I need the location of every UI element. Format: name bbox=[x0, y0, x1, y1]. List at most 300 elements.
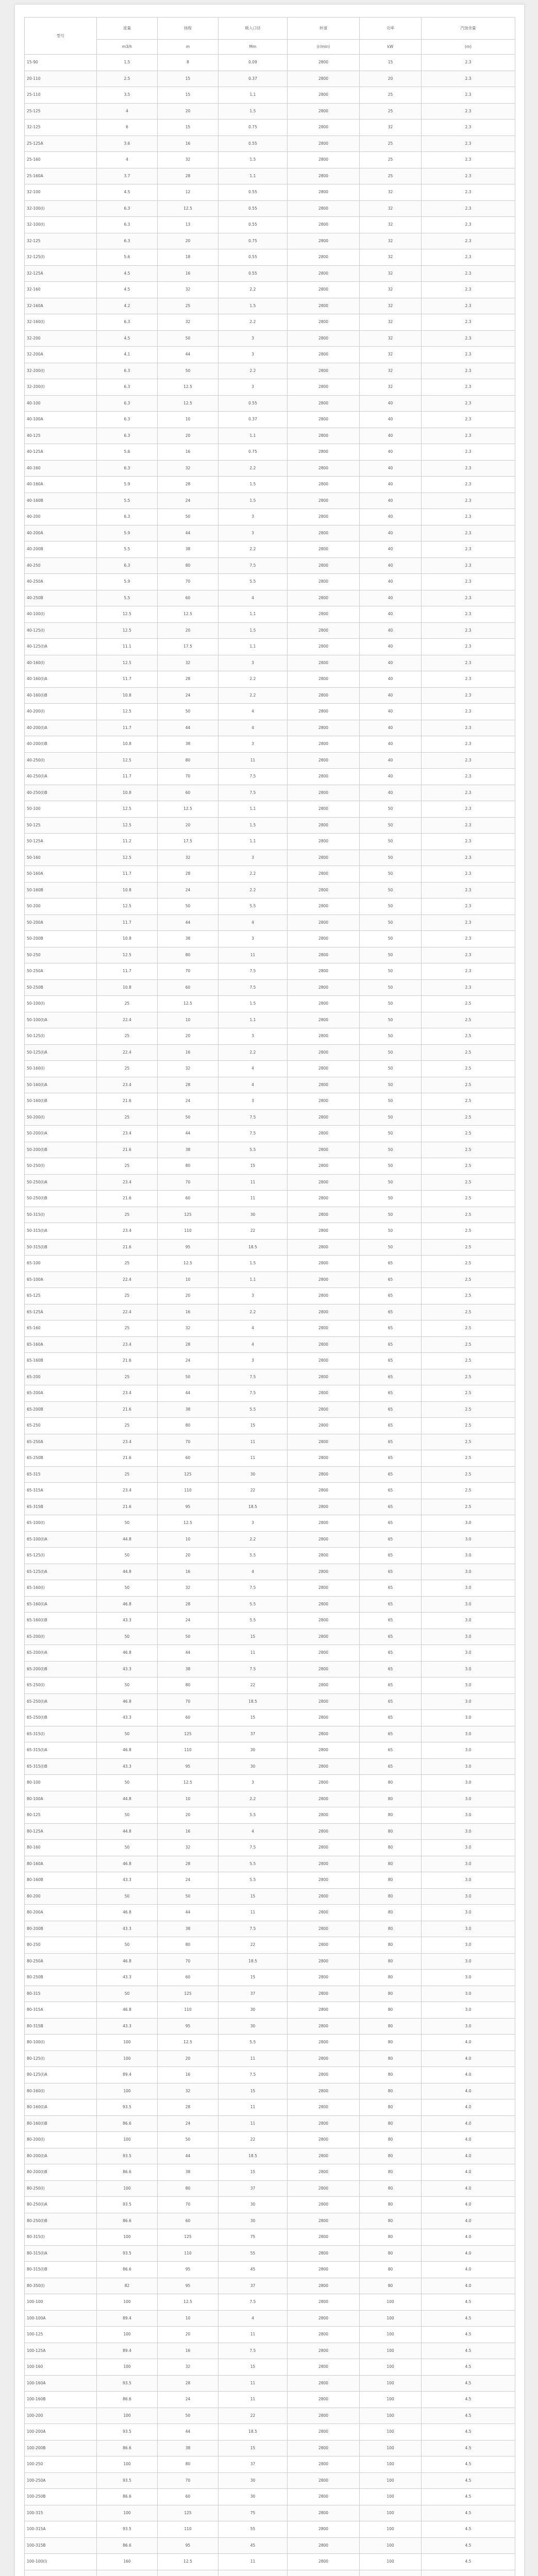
cell-diameter: 5.5 bbox=[218, 1548, 288, 1564]
cell-npsh: 2.5 bbox=[422, 1077, 515, 1093]
cell-npsh: 2.3 bbox=[422, 87, 515, 104]
cell-head: 32 bbox=[158, 1840, 218, 1856]
cell-flow: 50 bbox=[97, 1677, 158, 1694]
unit-head: m bbox=[158, 40, 218, 55]
cell-npsh: 4.5 bbox=[422, 2310, 515, 2327]
cell-flow: 43.3 bbox=[97, 1613, 158, 1629]
table-row bbox=[25, 914, 515, 931]
table-row bbox=[25, 2115, 515, 2132]
cell-speed: 2800 bbox=[288, 850, 360, 866]
cell-model: 32-125 bbox=[25, 233, 97, 249]
cell-power: 80 bbox=[360, 2035, 422, 2051]
cell-npsh: 2.3 bbox=[422, 655, 515, 671]
cell-power: 65 bbox=[360, 1385, 422, 1402]
cell-speed: 2800 bbox=[288, 184, 360, 201]
cell-npsh: 2.3 bbox=[422, 330, 515, 347]
cell-head: 24 bbox=[158, 882, 218, 899]
cell-speed: 2800 bbox=[288, 525, 360, 541]
cell-model: 50-250 bbox=[25, 947, 97, 963]
cell-model: 65-160B bbox=[25, 1353, 97, 1369]
cell-head: 38 bbox=[158, 2440, 218, 2456]
cell-model: 32-125 bbox=[25, 120, 97, 136]
cell-npsh: 2.5 bbox=[422, 1126, 515, 1142]
cell-flow: 89.4 bbox=[97, 2343, 158, 2359]
cell-head: 32 bbox=[158, 1061, 218, 1077]
cell-power: 40 bbox=[360, 412, 422, 428]
cell-npsh: 4.0 bbox=[422, 2180, 515, 2197]
cell-power: 50 bbox=[360, 1142, 422, 1158]
unit-npsh: (m) bbox=[422, 40, 515, 55]
cell-power: 50 bbox=[360, 866, 422, 883]
cell-power: 50 bbox=[360, 850, 422, 866]
cell-power: 40 bbox=[360, 428, 422, 444]
cell-model: 80-160(I)B bbox=[25, 2115, 97, 2132]
cell-model: 65-125(I) bbox=[25, 1548, 97, 1564]
cell-model: 65-315(I)A bbox=[25, 1742, 97, 1759]
cell-model: 50-250B bbox=[25, 979, 97, 996]
table-row bbox=[25, 834, 515, 850]
cell-diameter: 3 bbox=[218, 379, 288, 396]
table-row bbox=[25, 882, 515, 899]
cell-npsh: 3.0 bbox=[422, 1888, 515, 1905]
cell-power: 50 bbox=[360, 1012, 422, 1028]
cell-diameter: 15 bbox=[218, 2083, 288, 2099]
cell-flow: 6.3 bbox=[97, 509, 158, 526]
table-row bbox=[25, 184, 515, 201]
cell-diameter: 30 bbox=[218, 2472, 288, 2489]
cell-head: 50 bbox=[158, 1888, 218, 1905]
cell-speed: 2800 bbox=[288, 979, 360, 996]
cell-head: 125 bbox=[158, 2505, 218, 2521]
cell-diameter: 15 bbox=[218, 2359, 288, 2376]
table-row bbox=[25, 1580, 515, 1597]
cell-speed: 2800 bbox=[288, 2456, 360, 2473]
cell-diameter: 2.2 bbox=[218, 866, 288, 883]
cell-model: 80-315(I)A bbox=[25, 2245, 97, 2262]
cell-head: 12.5 bbox=[158, 2294, 218, 2311]
cell-power: 65 bbox=[360, 1661, 422, 1677]
cell-head: 70 bbox=[158, 1174, 218, 1191]
cell-diameter: 45 bbox=[218, 2262, 288, 2278]
cell-npsh: 4.0 bbox=[422, 2035, 515, 2051]
cell-flow: 12.5 bbox=[97, 899, 158, 915]
cell-flow: 5.6 bbox=[97, 444, 158, 461]
cell-npsh: 2.5 bbox=[422, 1369, 515, 1385]
cell-model: 80-315B bbox=[25, 2018, 97, 2035]
cell-npsh: 2.5 bbox=[422, 996, 515, 1012]
cell-head: 44 bbox=[158, 2148, 218, 2164]
cell-head: 16 bbox=[158, 2343, 218, 2359]
cell-power: 100 bbox=[360, 2521, 422, 2538]
cell-power: 50 bbox=[360, 1207, 422, 1223]
table-row bbox=[25, 1126, 515, 1142]
cell-head: 125 bbox=[158, 2229, 218, 2246]
cell-diameter: 15 bbox=[218, 1158, 288, 1175]
cell-npsh: 4.5 bbox=[422, 2521, 515, 2538]
cell-flow: 44.8 bbox=[97, 1791, 158, 1807]
cell-diameter: 30 bbox=[218, 2213, 288, 2229]
cell-npsh: 2.5 bbox=[422, 1142, 515, 1158]
table-row bbox=[25, 233, 515, 249]
cell-speed: 2800 bbox=[288, 1758, 360, 1775]
cell-diameter: 0.75 bbox=[218, 233, 288, 249]
cell-model: 80-200B bbox=[25, 1921, 97, 1937]
cell-npsh: 2.3 bbox=[422, 493, 515, 509]
cell-speed: 2800 bbox=[288, 298, 360, 314]
cell-power bbox=[360, 2570, 422, 2576]
cell-flow: 89.4 bbox=[97, 2067, 158, 2083]
cell-npsh: 2.3 bbox=[422, 184, 515, 201]
cell-power: 50 bbox=[360, 817, 422, 834]
cell-model: 65-315(I)B bbox=[25, 1758, 97, 1775]
table-row bbox=[25, 2570, 515, 2576]
cell-head: 20 bbox=[158, 622, 218, 639]
cell-model: 32-160A bbox=[25, 298, 97, 314]
cell-flow: 93.5 bbox=[97, 2424, 158, 2441]
cell-model: 80-250B bbox=[25, 1970, 97, 1986]
cell-diameter bbox=[218, 2570, 288, 2576]
table-row bbox=[25, 87, 515, 104]
cell-model: 40-250A bbox=[25, 574, 97, 590]
table-row bbox=[25, 428, 515, 444]
cell-npsh: 3.0 bbox=[422, 1840, 515, 1856]
header-row bbox=[25, 18, 515, 40]
cell-power: 100 bbox=[360, 2537, 422, 2554]
cell-diameter: 3 bbox=[218, 931, 288, 947]
cell-speed: 2800 bbox=[288, 557, 360, 574]
cell-npsh: 3.0 bbox=[422, 1693, 515, 1710]
cell-head: 32 bbox=[158, 282, 218, 298]
table-row bbox=[25, 1905, 515, 1921]
cell-flow: 50 bbox=[97, 1726, 158, 1742]
cell-head: 110 bbox=[158, 1742, 218, 1759]
cell-npsh: 2.3 bbox=[422, 428, 515, 444]
cell-power: 65 bbox=[360, 1369, 422, 1385]
cell-speed: 2800 bbox=[288, 2278, 360, 2294]
table-row bbox=[25, 444, 515, 461]
table-row bbox=[25, 2310, 515, 2327]
cell-head: 20 bbox=[158, 1288, 218, 1304]
cell-power: 65 bbox=[360, 1645, 422, 1662]
cell-flow: 21.6 bbox=[97, 1239, 158, 1256]
cell-speed: 2800 bbox=[288, 996, 360, 1012]
cell-diameter: 15 bbox=[218, 1710, 288, 1726]
cell-speed: 2800 bbox=[288, 1531, 360, 1548]
cell-diameter: 5.5 bbox=[218, 899, 288, 915]
cell-speed: 2800 bbox=[288, 769, 360, 785]
cell-power: 65 bbox=[360, 1613, 422, 1629]
cell-head: 38 bbox=[158, 931, 218, 947]
cell-speed: 2800 bbox=[288, 2440, 360, 2456]
cell-npsh: 2.3 bbox=[422, 866, 515, 883]
cell-diameter: 11 bbox=[218, 1905, 288, 1921]
cell-model: 40-160(I)A bbox=[25, 671, 97, 688]
cell-flow: 23.4 bbox=[97, 1223, 158, 1240]
cell-npsh: 3.0 bbox=[422, 1629, 515, 1645]
cell-model: 100-250B bbox=[25, 2489, 97, 2505]
cell-npsh: 4.5 bbox=[422, 2375, 515, 2392]
cell-power: 65 bbox=[360, 1742, 422, 1759]
cell-speed: 2800 bbox=[288, 2537, 360, 2554]
cell-diameter: 0.55 bbox=[218, 200, 288, 217]
cell-speed: 2800 bbox=[288, 2099, 360, 2116]
cell-head: 12.5 bbox=[158, 2035, 218, 2051]
table-row bbox=[25, 2327, 515, 2343]
cell-flow: 43.3 bbox=[97, 1710, 158, 1726]
cell-speed: 2800 bbox=[288, 622, 360, 639]
cell-speed: 2800 bbox=[288, 71, 360, 87]
cell-power: 80 bbox=[360, 1986, 422, 2002]
unit-row bbox=[25, 40, 515, 55]
cell-npsh: 4.0 bbox=[422, 2197, 515, 2213]
cell-head: 12.5 bbox=[158, 606, 218, 623]
cell-speed: 2800 bbox=[288, 1061, 360, 1077]
cell-diameter: 5.5 bbox=[218, 1613, 288, 1629]
cell-speed: 2800 bbox=[288, 2148, 360, 2164]
cell-power: 65 bbox=[360, 1564, 422, 1580]
cell-power: 50 bbox=[360, 882, 422, 899]
cell-head: 28 bbox=[158, 1596, 218, 1613]
cell-diameter: 3 bbox=[218, 1093, 288, 1110]
cell-power: 50 bbox=[360, 1044, 422, 1061]
cell-diameter: 15 bbox=[218, 1888, 288, 1905]
cell-head: 60 bbox=[158, 785, 218, 801]
cell-model: 80-250 bbox=[25, 1937, 97, 1954]
cell-speed: 2800 bbox=[288, 931, 360, 947]
table-row bbox=[25, 1677, 515, 1694]
cell-head: 28 bbox=[158, 2375, 218, 2392]
cell-flow: 11.1 bbox=[97, 639, 158, 655]
cell-power: 32 bbox=[360, 184, 422, 201]
cell-model: 40-160B bbox=[25, 493, 97, 509]
cell-head: 95 bbox=[158, 2018, 218, 2035]
cell-head: 80 bbox=[158, 1937, 218, 1954]
cell-speed: 2800 bbox=[288, 1434, 360, 1450]
header-npsh: 汽蚀余量 bbox=[422, 18, 515, 40]
cell-flow: 1.5 bbox=[97, 55, 158, 71]
cell-model: 40-200 bbox=[25, 509, 97, 526]
cell-head: 15 bbox=[158, 87, 218, 104]
cell-head: 32 bbox=[158, 460, 218, 477]
cell-head: 12.5 bbox=[158, 379, 218, 396]
cell-npsh: 3.0 bbox=[422, 1710, 515, 1726]
table-row bbox=[25, 2408, 515, 2424]
cell-speed: 2800 bbox=[288, 87, 360, 104]
cell-power: 100 bbox=[360, 2294, 422, 2311]
cell-flow: 50 bbox=[97, 1807, 158, 1824]
cell-head: 70 bbox=[158, 1693, 218, 1710]
cell-model: 40-125A bbox=[25, 444, 97, 461]
cell-speed: 2800 bbox=[288, 1580, 360, 1597]
cell-flow: 50 bbox=[97, 1629, 158, 1645]
cell-diameter: 3 bbox=[218, 509, 288, 526]
cell-head: 80 bbox=[158, 752, 218, 769]
cell-power: 40 bbox=[360, 460, 422, 477]
cell-power: 32 bbox=[360, 330, 422, 347]
cell-head: 17.5 bbox=[158, 639, 218, 655]
cell-speed: 2800 bbox=[288, 2067, 360, 2083]
cell-head: 80 bbox=[158, 947, 218, 963]
table-row bbox=[25, 557, 515, 574]
cell-speed: 2800 bbox=[288, 1515, 360, 1532]
cell-diameter: 7.5 bbox=[218, 1921, 288, 1937]
cell-npsh: 2.3 bbox=[422, 460, 515, 477]
cell-npsh: 2.3 bbox=[422, 931, 515, 947]
cell-power: 40 bbox=[360, 736, 422, 753]
cell-model: 40-200(I)A bbox=[25, 720, 97, 736]
cell-npsh: 2.5 bbox=[422, 1499, 515, 1515]
cell-flow: 23.4 bbox=[97, 1126, 158, 1142]
cell-diameter: 7.5 bbox=[218, 1385, 288, 1402]
cell-speed: 2800 bbox=[288, 606, 360, 623]
cell-power: 32 bbox=[360, 217, 422, 233]
cell-power: 50 bbox=[360, 979, 422, 996]
cell-flow: 86.6 bbox=[97, 2115, 158, 2132]
cell-speed: 2800 bbox=[288, 1791, 360, 1807]
cell-flow: 25 bbox=[97, 1158, 158, 1175]
cell-head: 24 bbox=[158, 2115, 218, 2132]
cell-npsh: 4.5 bbox=[422, 2489, 515, 2505]
cell-model: 50-160A bbox=[25, 866, 97, 883]
cell-diameter: 5.5 bbox=[218, 1856, 288, 1872]
table-row bbox=[25, 330, 515, 347]
cell-model: 65-315A bbox=[25, 1483, 97, 1499]
cell-speed: 2800 bbox=[288, 412, 360, 428]
cell-diameter: 30 bbox=[218, 2002, 288, 2019]
cell-flow: 86.6 bbox=[97, 2489, 158, 2505]
cell-power: 65 bbox=[360, 1677, 422, 1694]
cell-flow: 25 bbox=[97, 1028, 158, 1045]
cell-power: 50 bbox=[360, 931, 422, 947]
table-row bbox=[25, 379, 515, 396]
cell-flow: 4 bbox=[97, 152, 158, 168]
cell-head: 60 bbox=[158, 1191, 218, 1207]
table-row bbox=[25, 135, 515, 152]
cell-head: 50 bbox=[158, 363, 218, 379]
table-row bbox=[25, 622, 515, 639]
cell-head: 44 bbox=[158, 1126, 218, 1142]
cell-flow: 46.8 bbox=[97, 1905, 158, 1921]
cell-npsh: 4.0 bbox=[422, 2278, 515, 2294]
cell-npsh: 3.0 bbox=[422, 1986, 515, 2002]
cell-speed: 2800 bbox=[288, 1499, 360, 1515]
cell-flow: 3.5 bbox=[97, 87, 158, 104]
cell-speed: 2800 bbox=[288, 655, 360, 671]
cell-flow: 44.8 bbox=[97, 1531, 158, 1548]
cell-head: 95 bbox=[158, 2262, 218, 2278]
table-row bbox=[25, 1499, 515, 1515]
cell-power: 65 bbox=[360, 1288, 422, 1304]
cell-diameter: 22 bbox=[218, 1483, 288, 1499]
cell-power: 80 bbox=[360, 1937, 422, 1954]
cell-speed: 2800 bbox=[288, 1077, 360, 1093]
cell-head: 95 bbox=[158, 2537, 218, 2554]
cell-flow: 3.6 bbox=[97, 135, 158, 152]
cell-power: 50 bbox=[360, 1028, 422, 1045]
cell-diameter: 37 bbox=[218, 2180, 288, 2197]
cell-head: 24 bbox=[158, 687, 218, 704]
cell-speed: 2800 bbox=[288, 428, 360, 444]
table-row bbox=[25, 1272, 515, 1288]
cell-power: 80 bbox=[360, 2245, 422, 2262]
cell-head: 80 bbox=[158, 2180, 218, 2197]
cell-model: 32-125A bbox=[25, 265, 97, 282]
cell-npsh: 2.3 bbox=[422, 899, 515, 915]
cell-speed: 2800 bbox=[288, 2229, 360, 2246]
cell-npsh: 3.0 bbox=[422, 2002, 515, 2019]
table-row bbox=[25, 2099, 515, 2116]
cell-speed: 2800 bbox=[288, 2327, 360, 2343]
cell-head: 16 bbox=[158, 2067, 218, 2083]
cell-model: 50-100(I)A bbox=[25, 1012, 97, 1028]
cell-head: 125 bbox=[158, 1726, 218, 1742]
cell-npsh: 4.5 bbox=[422, 2294, 515, 2311]
cell-flow: 6.3 bbox=[97, 233, 158, 249]
cell-power: 50 bbox=[360, 1191, 422, 1207]
table-row bbox=[25, 412, 515, 428]
cell-diameter: 7.5 bbox=[218, 979, 288, 996]
cell-npsh: 4.0 bbox=[422, 2245, 515, 2262]
cell-diameter: 18.5 bbox=[218, 1693, 288, 1710]
cell-head: 12 bbox=[158, 184, 218, 201]
cell-power: 100 bbox=[360, 2424, 422, 2441]
cell-flow: 10.8 bbox=[97, 736, 158, 753]
cell-model: 80-160 bbox=[25, 1840, 97, 1856]
table-row bbox=[25, 1515, 515, 1532]
cell-model: 100-160B bbox=[25, 2392, 97, 2408]
cell-diameter: 11 bbox=[218, 2375, 288, 2392]
cell-diameter: 2.2 bbox=[218, 314, 288, 331]
cell-model: 80-200(I) bbox=[25, 2132, 97, 2148]
cell-head: 44 bbox=[158, 525, 218, 541]
cell-head: 32 bbox=[158, 2083, 218, 2099]
cell-model: 32-100 bbox=[25, 184, 97, 201]
cell-power: 65 bbox=[360, 1304, 422, 1320]
cell-npsh: 2.5 bbox=[422, 1320, 515, 1337]
table-row bbox=[25, 931, 515, 947]
cell-model: 100-200A bbox=[25, 2424, 97, 2441]
cell-npsh: 4.0 bbox=[422, 2067, 515, 2083]
table-row bbox=[25, 2148, 515, 2164]
cell-diameter: 1.5 bbox=[218, 103, 288, 120]
cell-diameter: 18.5 bbox=[218, 2148, 288, 2164]
cell-speed: 2800 bbox=[288, 2245, 360, 2262]
cell-speed: 2800 bbox=[288, 1142, 360, 1158]
table-row bbox=[25, 1970, 515, 1986]
cell-head: 38 bbox=[158, 1142, 218, 1158]
cell-power: 80 bbox=[360, 1807, 422, 1824]
cell-npsh: 2.5 bbox=[422, 1336, 515, 1353]
cell-power: 80 bbox=[360, 2067, 422, 2083]
cell-npsh: 4.5 bbox=[422, 2327, 515, 2343]
cell-power: 40 bbox=[360, 590, 422, 606]
cell-model: 65-250(I)A bbox=[25, 1693, 97, 1710]
cell-diameter: 4 bbox=[218, 1336, 288, 1353]
cell-model: 50-250(I) bbox=[25, 1158, 97, 1175]
table-row bbox=[25, 1466, 515, 1483]
cell-diameter: 1.5 bbox=[218, 817, 288, 834]
cell-model: 65-315 bbox=[25, 1466, 97, 1483]
cell-diameter: 0.75 bbox=[218, 444, 288, 461]
cell-diameter: 75 bbox=[218, 2505, 288, 2521]
cell-npsh: 2.5 bbox=[422, 1223, 515, 1240]
cell-head: 24 bbox=[158, 2392, 218, 2408]
cell-model: 50-200 bbox=[25, 899, 97, 915]
table-row bbox=[25, 606, 515, 623]
cell-power: 80 bbox=[360, 1791, 422, 1807]
cell-diameter: 7.5 bbox=[218, 785, 288, 801]
cell-speed: 2800 bbox=[288, 1239, 360, 1256]
